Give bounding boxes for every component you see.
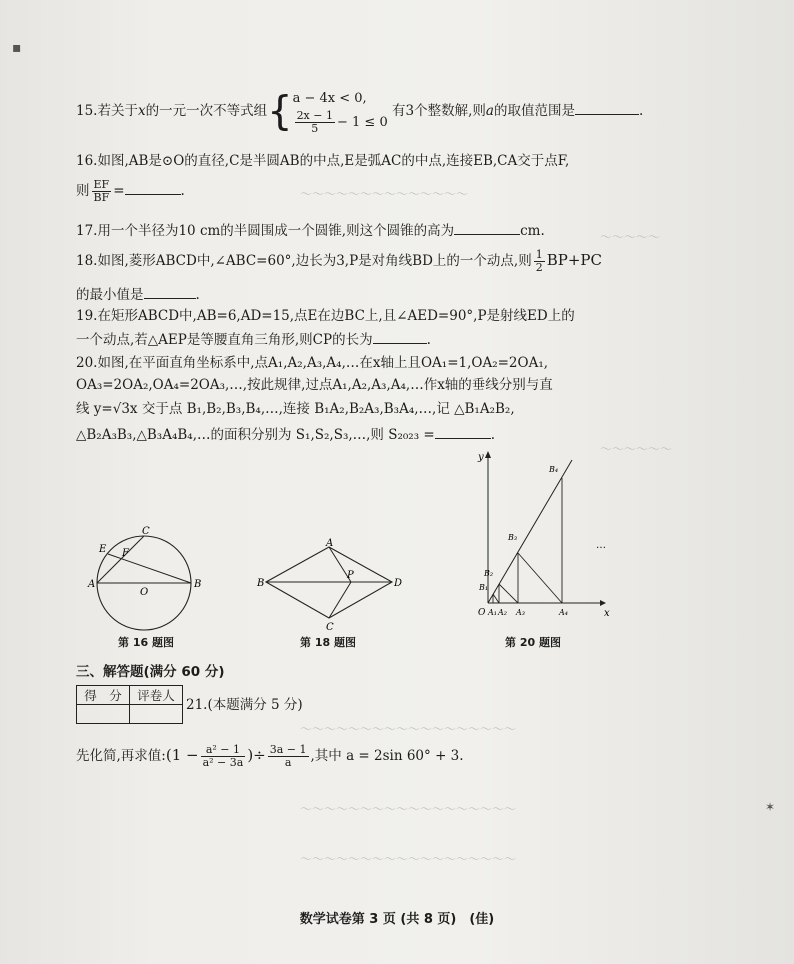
figure-16 bbox=[86, 525, 208, 635]
figure-20 bbox=[470, 448, 610, 626]
line-y-sqrt3x bbox=[488, 460, 572, 603]
label-y: y bbox=[478, 452, 484, 463]
question-21: 先化简,再求值:(1 − $\frac{\text{a² − 1}}{\text{a² − 3a}}$ )÷ $\frac{3a - 1}{a}$ ,其中 a = 2sin 60° + 3. bbox=[76, 743, 464, 769]
scan-speck: ✶ bbox=[765, 800, 776, 814]
label-b4: B₄ bbox=[549, 465, 559, 474]
answer-blank[interactable] bbox=[575, 98, 639, 115]
chord-eb bbox=[108, 554, 191, 583]
figure-18-caption: 第 18 题图 bbox=[300, 636, 356, 649]
bleed-through: ～～～～～～～～～～～～～～～～～～ bbox=[300, 852, 517, 866]
question-18: 18.如图,菱形ABCD中,∠ABC=60°,边长为3,P是对角线BD上的一个动点,则 $\frac{1}{2}$ BP+PC 的最小值是 . bbox=[76, 248, 602, 303]
segment-b3a4 bbox=[518, 553, 562, 603]
label-c: C bbox=[142, 526, 150, 537]
label-f: F bbox=[122, 548, 129, 559]
label-x: x bbox=[604, 608, 610, 619]
label-b1: B₁ bbox=[479, 583, 489, 592]
bleed-through: ～～～～～ bbox=[600, 230, 661, 244]
question-17: 17.用一个半径为10 cm的半圆围成一个圆锥,则这个圆锥的高为 cm. bbox=[76, 218, 736, 242]
label-ellipsis: … bbox=[596, 540, 606, 551]
question-20: 20.如图,在平面直角坐标系中,点A₁,A₂,A₃,A₄,…在x轴上且OA₁=1,OA₂=2OA₁, OA₃=2OA₂,OA₄=2OA₃,…,按此规律,过点A₁,A₂,A₃,A₄,…作x轴的垂线分别与直 线 y=√3x 交于点 B₁,B₂,B₃,B₄,…,连接 B₁A₂,B₂A₃,B₃A₄,…,记 △B₁A₂B₂, △B₂A₃B₃,△B₃A₄B₄,…的面积分别为 S₁,S₂,S₃,…,则 S₂₀₂₃ = . bbox=[76, 355, 553, 443]
x-axis-arrow bbox=[600, 600, 606, 606]
question-21-title: 21.(本题满分 5 分) bbox=[186, 697, 303, 713]
question-16: 16.如图,AB是⊙O的直径,C是半圆AB的中点,E是弧AC的中点,连接EB,CA交于点F, 则 $\frac{EF}{BF}$ = . bbox=[76, 153, 570, 204]
system-brace: { bbox=[267, 88, 293, 135]
label-b2: B₂ bbox=[484, 569, 494, 578]
label-b3: B₃ bbox=[508, 533, 518, 542]
label-p: P bbox=[347, 570, 354, 581]
question-19: 19.在矩形ABCD中,AB=6,AD=15,点E在边BC上,且∠AED=90°,P是射线ED上的 一个动点,若△AEP是等腰直角三角形,则CP的长为 . bbox=[76, 308, 575, 348]
answer-blank[interactable] bbox=[435, 422, 491, 439]
score-table bbox=[76, 685, 183, 724]
label-d: D bbox=[394, 578, 403, 589]
fraction: $\frac{2x - 1}{5}$ bbox=[296, 109, 333, 135]
label-a2: A₂ bbox=[498, 608, 507, 617]
answer-blank[interactable] bbox=[454, 218, 520, 235]
label-b: B bbox=[194, 579, 202, 590]
segment-b2a3 bbox=[499, 584, 518, 603]
segment-b1a2 bbox=[493, 594, 499, 603]
scan-speck: ▪ bbox=[12, 40, 22, 56]
figure-16-caption: 第 16 题图 bbox=[118, 636, 174, 649]
label-c: C bbox=[326, 622, 334, 633]
score-cell[interactable] bbox=[77, 705, 130, 724]
bleed-through: ～～～～～～～～～～～～～～～～～～ bbox=[300, 722, 517, 736]
label-a1: A₁ bbox=[488, 608, 497, 617]
page-footer: 数学试卷第 3 页 (共 8 页) (佳) bbox=[299, 912, 495, 927]
fraction: $\frac{1}{2}$ bbox=[535, 248, 543, 274]
fraction: $\frac{\text{a² − 1}}{\text{a² − 3a}}$ bbox=[202, 743, 244, 769]
label-a: A bbox=[88, 579, 96, 590]
bleed-through: ～～～～～～～～～～～～～～～～～～ bbox=[300, 802, 517, 816]
y-axis-arrow bbox=[485, 451, 491, 458]
label-o: O bbox=[140, 587, 149, 598]
answer-blank[interactable] bbox=[144, 282, 196, 299]
score-header: 得 分 bbox=[77, 686, 130, 705]
section-title: 三、解答题(满分 60 分) bbox=[76, 664, 225, 680]
label-e: E bbox=[99, 544, 107, 555]
segment-pc bbox=[329, 582, 351, 618]
fraction: $\frac{3a - 1}{a}$ bbox=[269, 743, 307, 769]
figure-18 bbox=[255, 538, 405, 633]
grader-cell[interactable] bbox=[130, 705, 183, 724]
label-a: A bbox=[326, 538, 334, 549]
bleed-through: ～～～～～～ bbox=[600, 442, 673, 456]
bleed-through: ～～～～～～～～～～～～～～ bbox=[300, 187, 469, 201]
figure-20-caption: 第 20 题图 bbox=[505, 636, 561, 649]
grader-header: 评卷人 bbox=[130, 686, 183, 705]
question-15: 15.若关于x的一元一次不等式组{ a − 4x < 0, $\frac{2x - 1}{5}$ − 1 ≤ 0 有3个整数解,则a的取值范围是 . bbox=[76, 88, 644, 135]
inequality-system: a − 4x < 0, $\frac{2x - 1}{5}$ − 1 ≤ 0 bbox=[292, 91, 388, 135]
label-a4: A₄ bbox=[559, 608, 568, 617]
label-o: O bbox=[478, 608, 486, 618]
answer-blank[interactable] bbox=[125, 178, 181, 195]
label-b: B bbox=[257, 578, 265, 589]
answer-blank[interactable] bbox=[373, 327, 427, 344]
label-a3: A₃ bbox=[516, 608, 525, 617]
fraction: $\frac{EF}{BF}$ bbox=[93, 178, 110, 204]
